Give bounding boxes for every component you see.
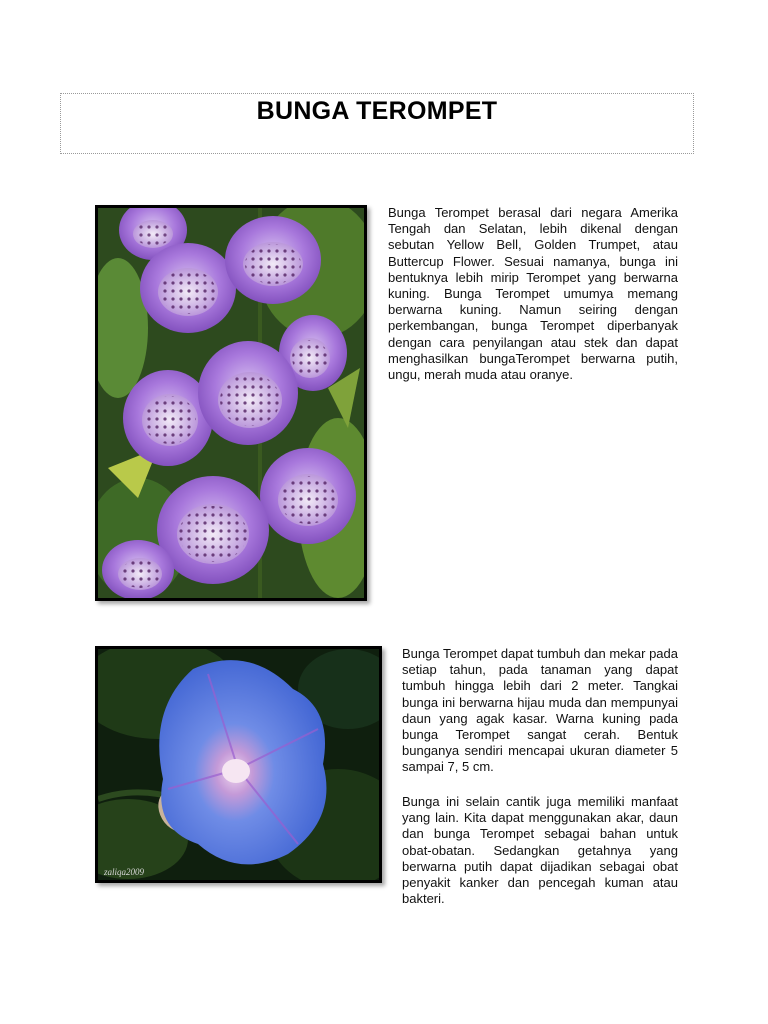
blue-trumpet-flower-photo xyxy=(95,646,382,883)
page-title: BUNGA TEROMPET xyxy=(256,97,498,125)
paragraph-benefits: Bunga ini selain cantik juga memiliki manfaat yang lain. Kita dapat menggunakan akar, daun dan bunga Terompet sebagai bahan untuk obat-obatan. Sedangkan getahnya yang berwarna putih dapat dijadikan sebagai obat penyakit kanker dan pencegah kuman atau bakteri. xyxy=(402,794,678,907)
photo-watermark: zaliqa2009 xyxy=(104,867,145,877)
title-box xyxy=(60,93,694,154)
purple-trumpet-flower-photo xyxy=(95,205,367,601)
blue-flower-illustration xyxy=(98,649,379,880)
purple-flower-illustration xyxy=(98,208,364,598)
paragraph-growth: Bunga Terompet dapat tumbuh dan mekar pada setiap tahun, pada tanaman yang dapat tumbuh hingga lebih dari 2 meter. Tangkai bunga ini berwarna hijau muda dan mempunyai daun yang agak kasar. Warna kuning pada bunga Terompet sangat cerah. Bentuk bunganya sendiri mencapai ukuran diameter 5 sampai 7, 5 cm. xyxy=(402,646,678,775)
paragraph-origin: Bunga Terompet berasal dari negara Amerika Tengah dan Selatan, lebih dikenal dengan sebutan Yellow Bell, Golden Trumpet, atau Buttercup Flower. Sesuai namanya, bunga ini bentuknya lebih mirip Terompet yang berwarna kuning. Bunga Terompet umumya memang berwarna kuning. Namun seiring dengan perkembangan, bunga Terompet diperbanyak dengan cara penyilangan atau stek dan dapat menghasilkan bungaTerompet berwarna putih, ungu, merah muda atau oranye. xyxy=(388,205,678,383)
